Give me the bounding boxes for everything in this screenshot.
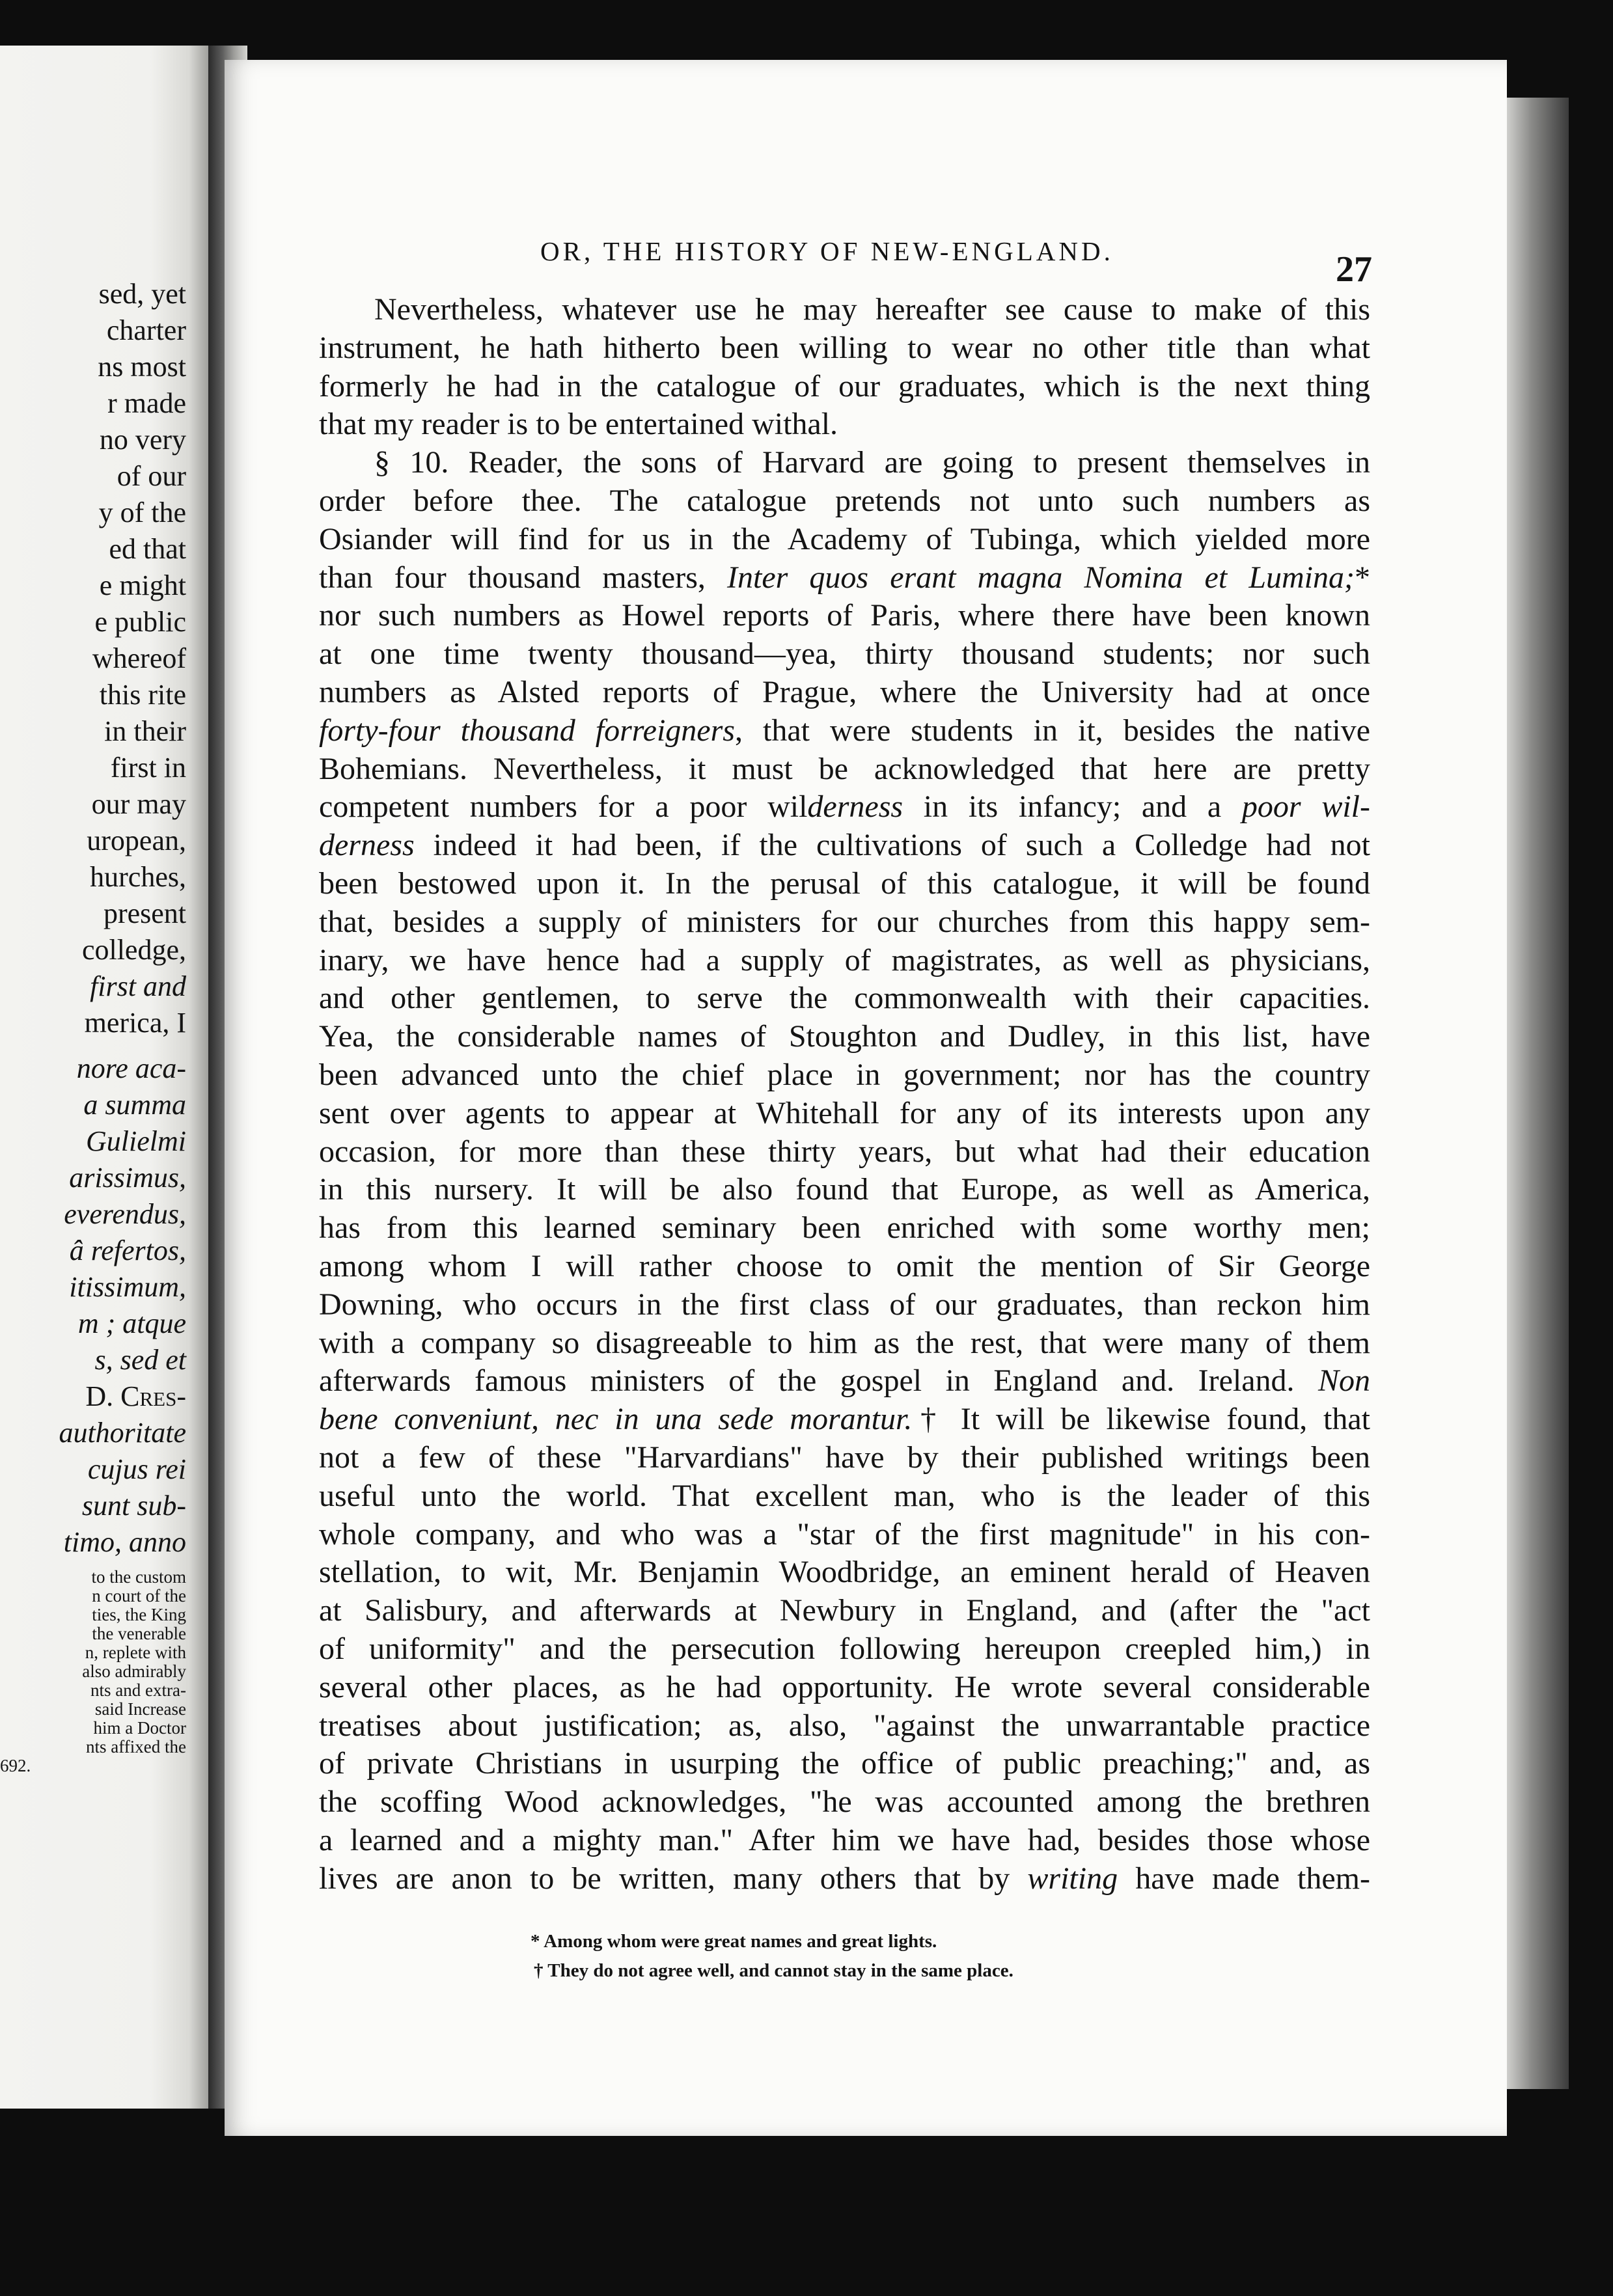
body-line: numbers as Alsted reports of Prague, where the University had at once [319,675,1370,709]
body-line: bene conveniunt, nec in una sede morantur.† It will be likewise found, that [319,1402,1371,1436]
body-line: Bohemians. Nevertheless, it must be acknowledged that here are pretty [319,752,1370,786]
body-line: lives are anon to be written, many others that by writing have made them- [319,1861,1371,1896]
facing-page-line: a summa [83,1089,186,1121]
facing-page-note-line: to the custom [91,1567,186,1587]
body-line: competent numbers for a poor wilderness in its infancy; and a poor wil- [319,789,1370,824]
facing-page-line: hurches, [90,861,186,893]
body-line: inary, we have hence had a supply of magistrates, as well as physicians, [319,943,1370,977]
facing-page-line: r made [107,387,186,419]
body-line: instrument, he hath hitherto been willing to wear no other title than what [319,331,1370,365]
body-line: been bestowed upon it. In the perusal of this catalogue, it will be found [319,866,1370,901]
facing-page-line: timo, anno [63,1526,186,1558]
body-line: Downing, who occurs in the first class of our graduates, than reckon him [319,1287,1370,1322]
facing-page-line: whereof [92,642,186,674]
body-line: in this nursery. It will be also found that Europe, as well as America, [319,1172,1370,1207]
body-line: sent over agents to appear at Whitehall for any of its interests upon any [319,1096,1370,1130]
body-line: and other gentlemen, to serve the commonwealth with their capacities. [319,981,1370,1015]
body-line: nor such numbers as Howel reports of Paris, where there have been known [319,598,1370,633]
facing-page-line: merica, I [84,1007,186,1039]
facing-page-line: our may [91,788,186,820]
facing-page-line: sunt sub- [81,1490,186,1522]
facing-page-line: cujus rei [87,1453,186,1485]
facing-page-note-line: the venerable [92,1624,186,1643]
facing-page-line: present [103,897,186,929]
facing-page-line: in their [104,715,186,747]
body-line: several other places, as he had opportunity. He wrote several considerable [319,1670,1370,1704]
body-line: Osiander will find for us in the Academy of Tubinga, which yielded more [319,522,1370,556]
body-line: order before thee. The catalogue pretends not unto such numbers as [319,484,1370,518]
facing-page-note-line: him a Doctor [93,1718,186,1738]
body-line: useful unto the world. That excellent man, who is the leader of this [319,1479,1370,1513]
facing-page-line: charter [106,314,186,346]
body-line: stellation, to wit, Mr. Benjamin Woodbridge, an eminent herald of Heaven [319,1555,1370,1589]
facing-page-note-line: said Increase [94,1699,186,1719]
body-line: that my reader is to be entertained withal. [319,407,838,441]
body-line: among whom I will rather choose to omit the mention of Sir George [319,1249,1370,1283]
facing-page-line: everendus, [64,1198,186,1230]
facing-page-line: D. Cres- [85,1380,186,1412]
body-line: § 10. Reader, the sons of Harvard are going to present themselves in [374,445,1370,480]
page-edge-shadow [1507,98,1569,2089]
facing-page-line: arissimus, [69,1162,186,1194]
body-line: Nevertheless, whatever use he may hereafter see cause to make of this [374,292,1370,327]
footnote-2: † They do not agree well, and cannot stay in the same place. [534,1960,1013,1981]
running-head: OR, THE HISTORY OF NEW-ENGLAND. [540,236,1114,266]
facing-page-line: e might [99,569,186,601]
body-line: formerly he had in the catalogue of our graduates, which is the next thing [319,369,1370,403]
body-line: occasion, for more than these thirty years, but what had their education [319,1134,1370,1169]
body-line: not a few of these "Harvardians" have by their published writings been [319,1440,1370,1475]
body-line: at one time twenty thousand—yea, thirty thousand students; nor such [319,636,1370,671]
body-line: afterwards famous ministers of the gospel in England and. Ireland. Non [319,1363,1370,1398]
facing-page-line: this rite [99,679,186,711]
body-line: at Salisbury, and afterwards at Newbury in England, and (after the "act [319,1593,1370,1628]
facing-page-line: Gulielmi [86,1125,186,1157]
body-line: Yea, the considerable names of Stoughton and Dudley, in this list, have [319,1019,1370,1054]
body-line: whole company, and who was a "star of the first magnitude" in his con- [319,1517,1370,1551]
body-line: with a company so disagreeable to him as the rest, that were many of them [319,1326,1370,1360]
body-line: of uniformity" and the persecution following hereupon creepled him,) in [319,1632,1370,1666]
body-line: been advanced unto the chief place in government; nor has the country [319,1058,1370,1092]
facing-page-line: nore aca- [76,1052,186,1084]
body-line: forty-four thousand forreigners, that were students in it, besides the native [319,713,1370,748]
facing-page-line: m ; atque [77,1307,186,1339]
body-line: of private Christians in usurping the office of public preaching;" and, as [319,1746,1370,1781]
facing-page-note-line: n court of the [92,1586,186,1606]
facing-page-line: uropean, [87,825,186,856]
facing-page-note-line: 692. [0,1756,31,1775]
body-line: than four thousand masters, Inter quos erant magna Nomina et Lumina;* [319,560,1370,595]
body-line: treatises about justification; as, also, "against the unwarrantable practice [319,1708,1370,1743]
facing-page-line: no very [99,424,186,456]
body-line: that, besides a supply of ministers for our churches from this happy sem- [319,905,1370,939]
facing-page-note-line: ties, the King [92,1605,186,1624]
page-number: 27 [1336,249,1372,290]
facing-page-line: ed that [109,533,186,565]
facing-page-line: first and [90,970,186,1002]
body-line: a learned and a mighty man." After him we have had, besides those whose [319,1823,1370,1857]
facing-page-line: e public [94,606,186,638]
facing-page-line: s, sed et [94,1344,186,1376]
facing-page-note-line: also admirably [82,1661,186,1681]
facing-page [0,46,215,2109]
facing-page-line: colledge, [81,934,186,966]
facing-page-line: â refertos, [69,1235,186,1266]
body-line: has from this learned seminary been enriched with some worthy men; [319,1210,1370,1245]
facing-page-line: sed, yet [98,278,186,310]
facing-page-line: first in [110,752,186,784]
footnote-1: * Among whom were great names and great lights. [531,1931,937,1952]
facing-page-note-line: n, replete with [85,1643,186,1662]
facing-page-line: ns most [98,351,186,383]
facing-page-line: of our [117,460,186,492]
body-line: the scoffing Wood acknowledges, "he was accounted among the brethren [319,1784,1370,1819]
facing-page-line: y of the [98,497,186,528]
body-line: derness indeed it had been, if the cultivations of such a Colledge had not [319,828,1370,862]
facing-page-line: itissimum, [69,1271,186,1303]
facing-page-note-line: nts affixed the [86,1737,186,1756]
facing-page-note-line: nts and extra- [90,1680,186,1700]
facing-page-line: authoritate [59,1417,186,1449]
